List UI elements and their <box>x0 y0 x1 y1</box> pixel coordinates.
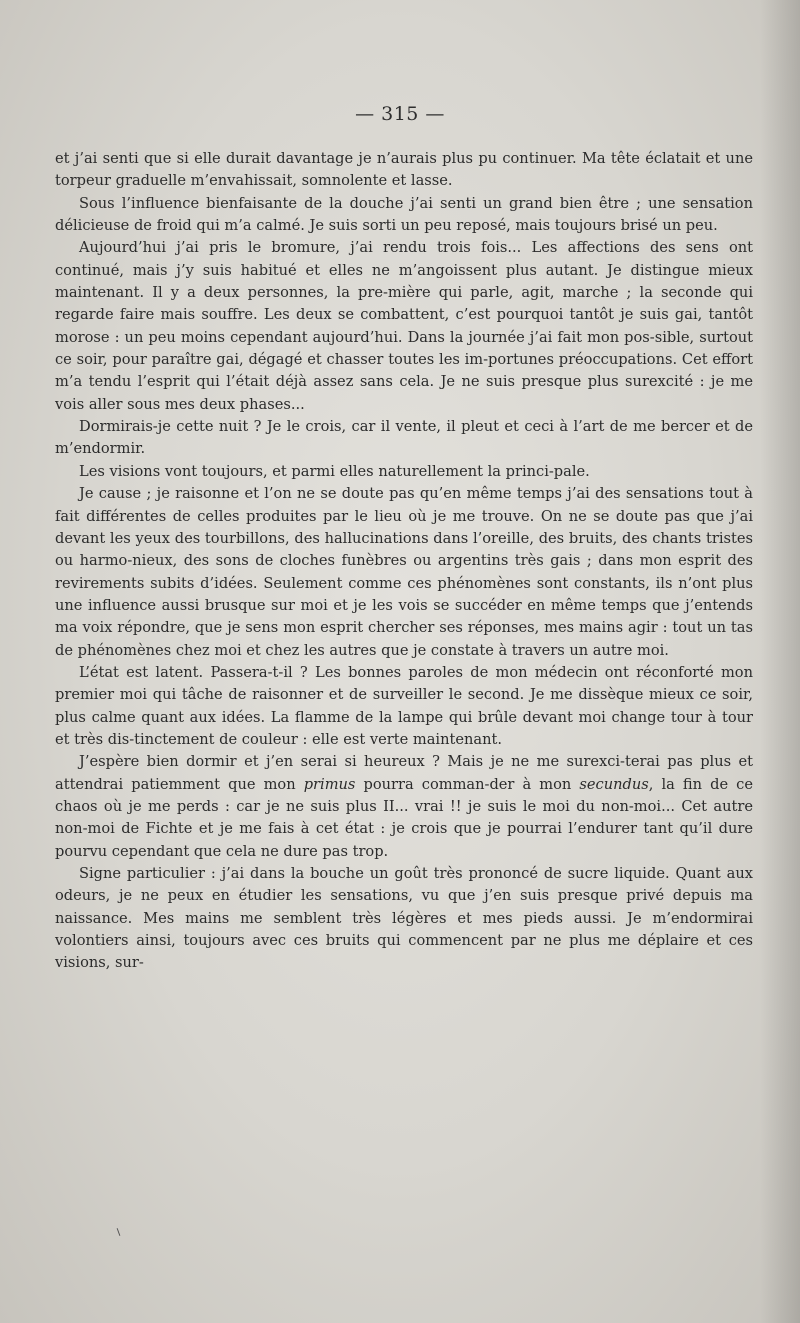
word-primus: primus <box>303 775 356 793</box>
paragraph-7: L’état est latent. Passera-t-il ? Les bonnes paroles de mon médecin ont réconforté mon premier moi qui tâche de raisonner et de surveiller le second. Je me dissèque mieux ce soir, plus calme quant aux idées. La flamme de la lampe qui brûle devant moi change tour à tour et très dis-tinctement de couleur : elle est verte maintenant. <box>55 663 753 748</box>
paragraph-5: Les visions vont toujours, et parmi elles naturellement la princi-pale. <box>79 462 590 480</box>
word-secundus: secundus <box>579 775 649 793</box>
stray-ink-mark <box>117 1228 121 1236</box>
paragraph-8-part-1: J’espère bien dormir et j’en serai si heureux ? Mais je ne me surexci-terai pas plus et attendrai patiemment que mon <box>55 753 753 793</box>
paragraph-1: et j’ai senti que si elle durait davantage je n’aurais plus pu continuer. Ma tête éclatait et une torpeur graduelle m’envahissait, somnolente et lasse. <box>55 150 753 190</box>
paragraph-3: Aujourd’hui j’ai pris le bromure, j’ai rendu trois fois... Les affections des sens ont continué, mais j’y suis habitué et elles ne m’angoissent plus autant. Je distingue mieux maintenant. Il y a deux personnes, la pre-mière qui parle, agit, marche ; la seconde qui regarde faire mais souffre. Les deux se combattent, c’est pourquoi tantôt je suis gai, tantôt morose : un peu moins cependant aujourd’hui. Dans la journée j’ai fait mon pos-sible, surtout ce soir, pour paraître gai, dégagé et chasser toutes les im-portunes préoccupations. Cet effort m’a tendu l’esprit qui l’était déjà assez sans cela. Je ne suis presque plus surexcité : je me vois aller sous mes deux phases... <box>55 239 753 413</box>
paragraph-9: Signe particulier : j’ai dans la bouche un goût très prononcé de sucre liquide. Quant aux odeurs, je ne peux en étudier les sensations, vu que j’en suis presque privé depuis ma naissance. Mes mains me semblent très légères et mes pieds aussi. Je m’endormirai volontiers ainsi, toujours avec ces bruits qui commencent par ne plus me déplaire et ces visions, sur- <box>55 865 753 972</box>
body-text <box>55 148 753 975</box>
page-number: — 315 — <box>355 103 445 125</box>
paragraph-6: Je cause ; je raisonne et l’on ne se doute pas qu’en même temps j’ai des sensations tout à fait différentes de celles produites par le lieu où je me trouve. On ne se doute pas que j’ai devant les yeux des tourbillons, des hallucinations dans l’oreille, des bruits, des chants tristes ou harmo-nieux, des sons de cloches funèbres ou argentins très gais ; dans mon esprit des revirements subits d’idées. Seulement comme ces phénomènes sont constants, ils n’ont plus une influence aussi brusque sur moi et je les vois se succéder en même temps que j’entends ma voix répondre, que je sens mon esprit chercher ses réponses, mes mains agir : tout un tas de phénomènes chez moi et chez les autres que je constate à travers un autre moi. <box>55 485 753 659</box>
paragraph-8-part-3: , la fin de ce chaos où je me perds : car je ne suis plus II... vrai !! je suis le moi du non-moi... Cet autre non-moi de Fichte et je me fais à cet état : je crois que je pourrai l’endurer tant qu’il dure pourvu cependant que cela ne dure pas trop. <box>55 775 753 860</box>
paragraph-4: Dormirais-je cette nuit ? Je le crois, car il vente, il pleut et ceci à l’art de me bercer et de m’endormir. <box>55 418 753 458</box>
paragraph-8 <box>55 751 753 863</box>
page-edge-shadow <box>760 0 800 1323</box>
paragraph-8-part-2: pourra comman-der à mon <box>355 775 580 793</box>
paragraph-2: Sous l’influence bienfaisante de la douche j’ai senti un grand bien être ; une sensation délicieuse de froid qui m’a calmé. Je suis sorti un peu reposé, mais toujours brisé un peu. <box>55 194 753 235</box>
